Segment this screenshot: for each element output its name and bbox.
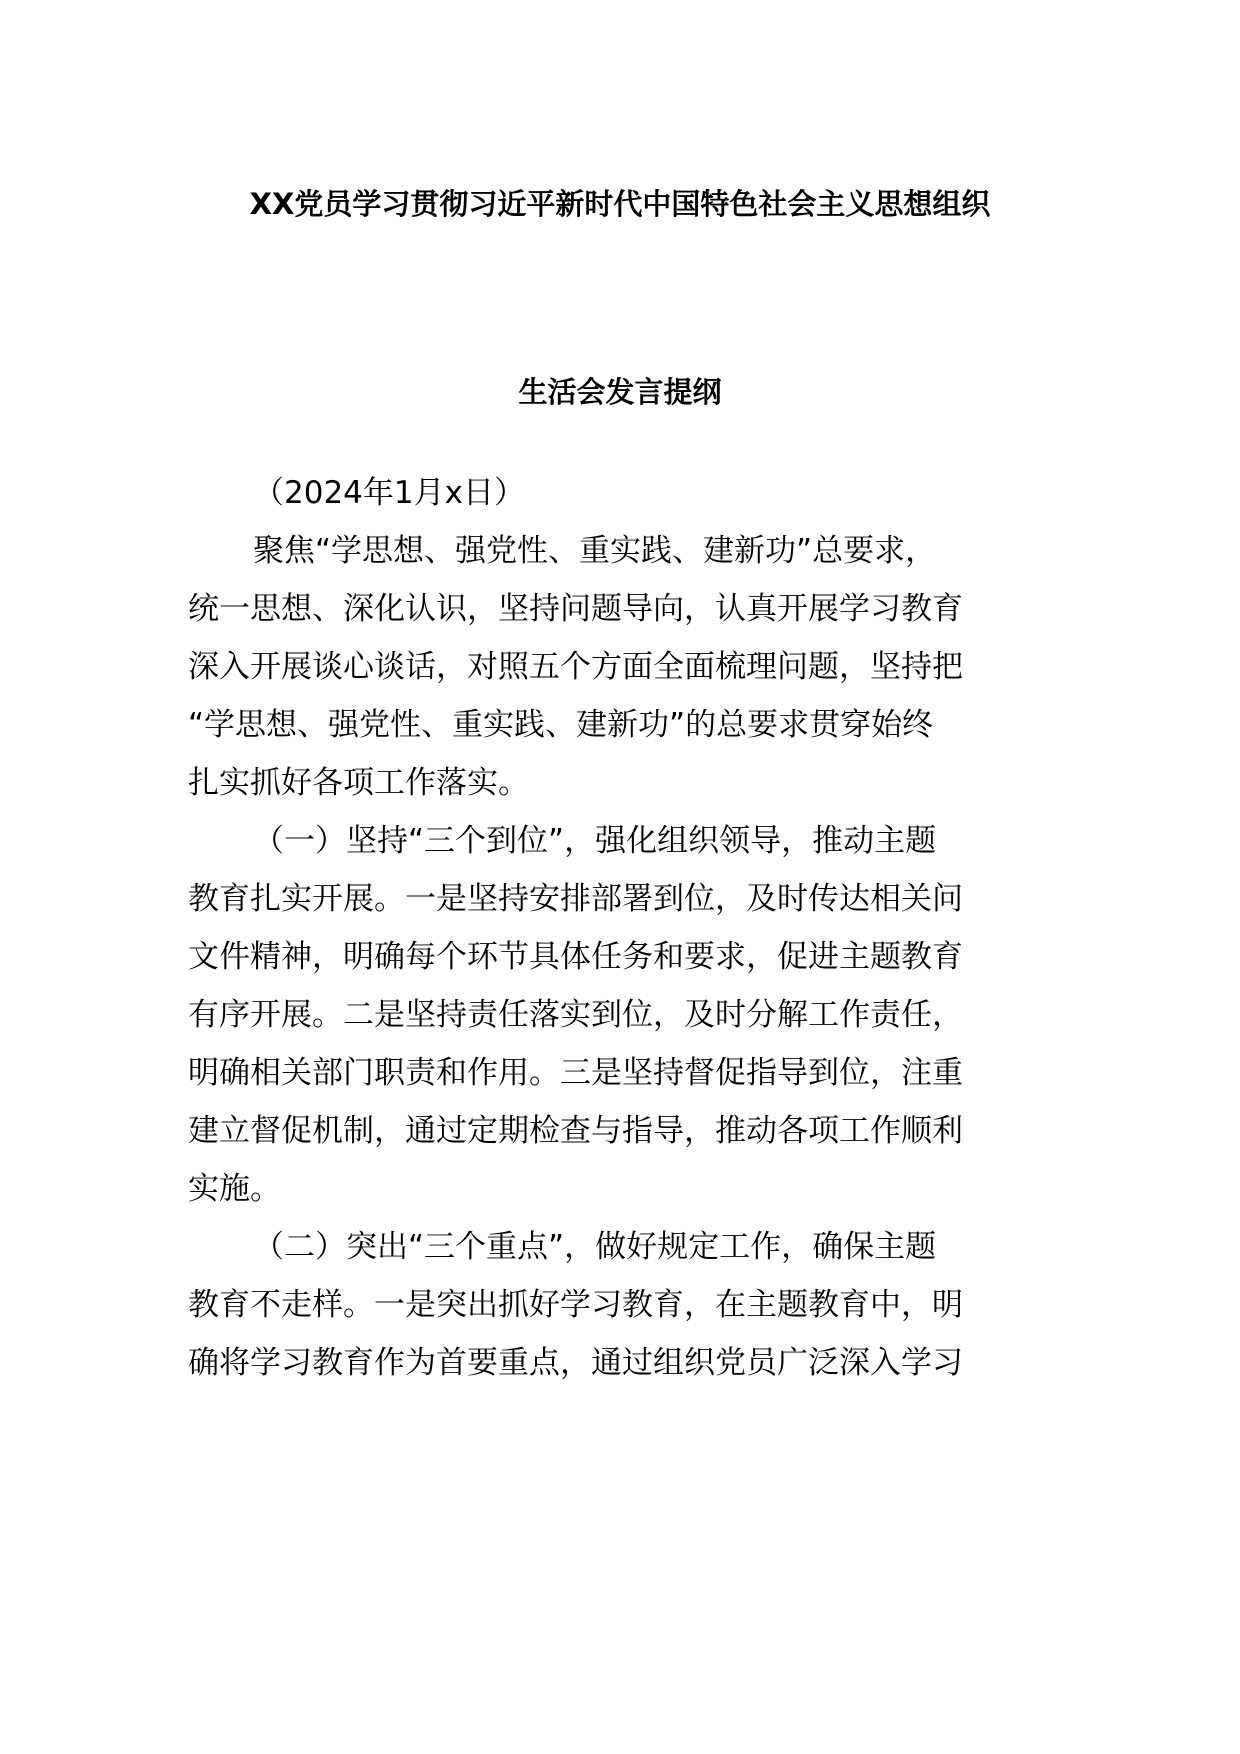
paragraph-line: 建立督促机制，通过定期检查与指导，推动各项工作顺利 bbox=[188, 1113, 963, 1149]
document-date: （2024年1月x日） bbox=[253, 475, 525, 511]
paragraph-line: 深入开展谈心谈话，对照五个方面全面梳理问题，坚持把 bbox=[188, 649, 963, 685]
paragraph-line: 扎实抓好各项工作落实。 bbox=[188, 765, 529, 801]
paragraph-line: 教育扎实开展。一是坚持安排部署到位，及时传达相关问 bbox=[188, 881, 963, 917]
paragraph-line: 明确相关部门职责和作用。三是坚持督促指导到位，注重 bbox=[188, 1055, 963, 1091]
paragraph-line: 确将学习教育作为首要重点，通过组织党员广泛深入学习 bbox=[188, 1345, 963, 1381]
paragraph-line: 统一思想、深化认识，坚持问题导向，认真开展学习教育 bbox=[188, 591, 963, 627]
paragraph-line: 聚焦“学思想、强党性、重实践、建新功”总要求， bbox=[253, 533, 937, 569]
paragraph-line: 教育不走样。一是突出抓好学习教育，在主题教育中，明 bbox=[188, 1287, 963, 1323]
section-heading-line: （二）突出“三个重点”，做好规定工作，确保主题 bbox=[253, 1229, 937, 1265]
paragraph-line: 有序开展。二是坚持责任落实到位，及时分解工作责任， bbox=[188, 997, 963, 1033]
paragraph-line: “学思想、强党性、重实践、建新功”的总要求贯穿始终 bbox=[188, 707, 934, 743]
paragraph-line: 实施。 bbox=[188, 1171, 281, 1207]
section-heading-line: （一）坚持“三个到位”，强化组织领导，推动主题 bbox=[253, 823, 937, 859]
paragraph-line: 文件精神，明确每个环节具体任务和要求，促进主题教育 bbox=[188, 939, 963, 975]
document-title-line-1: XX党员学习贯彻习近平新时代中国特色社会主义思想组织 bbox=[249, 187, 991, 221]
document-title-line-2: 生活会发言提纲 bbox=[518, 375, 722, 409]
